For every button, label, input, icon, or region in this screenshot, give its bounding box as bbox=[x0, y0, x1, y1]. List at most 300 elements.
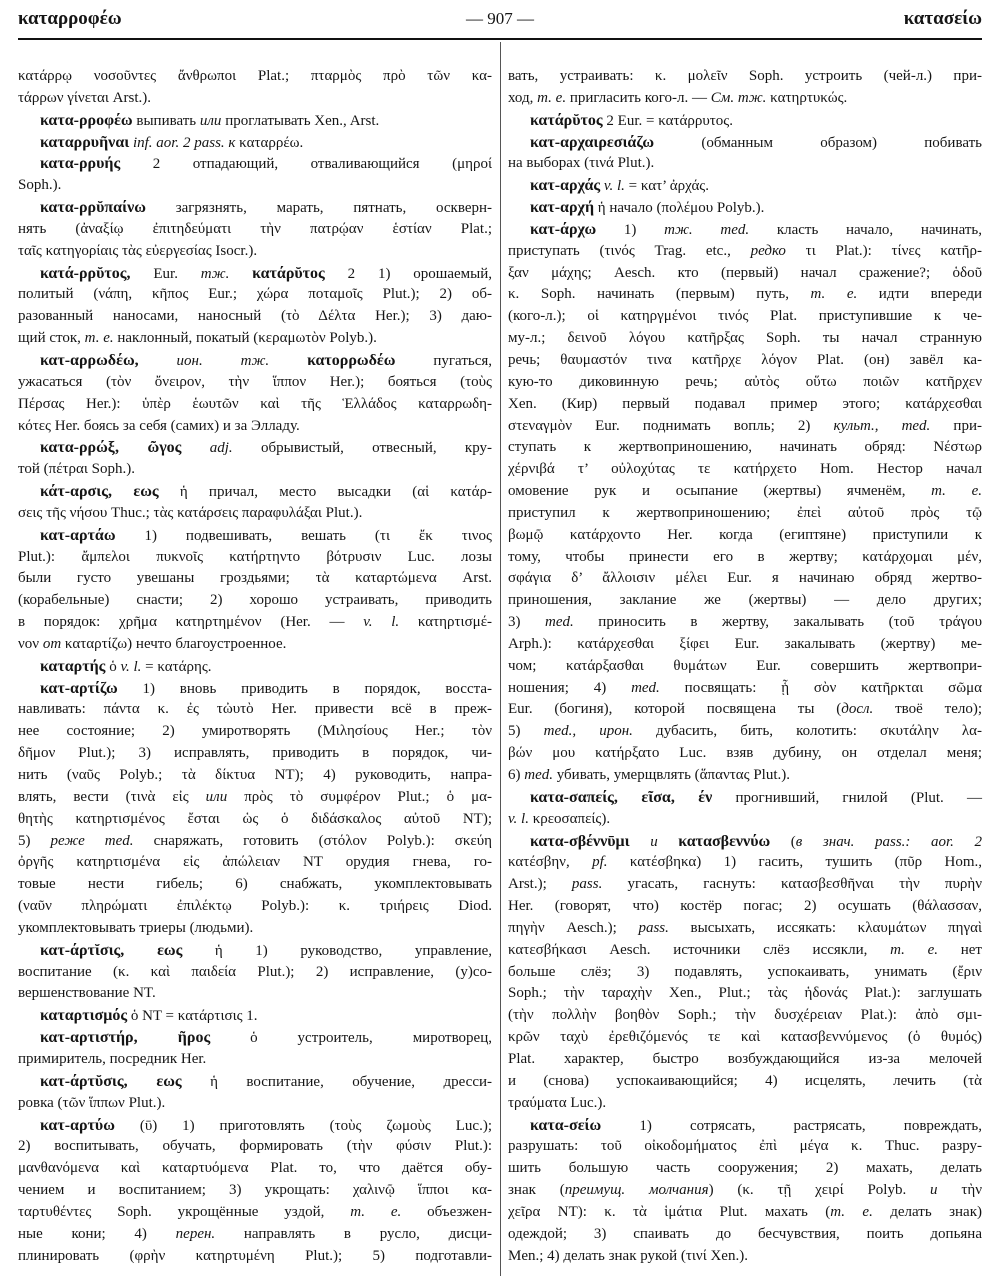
line-text bbox=[40, 110, 379, 133]
dictionary-entry bbox=[18, 656, 492, 678]
text-line bbox=[18, 612, 492, 634]
headword: κάτ-αρσις, εως bbox=[40, 483, 159, 501]
text-run: той (πέτραι Soph.). bbox=[18, 461, 135, 478]
text-run: угасать, гаснуть: κατασβεσθῆναι τὴν πυρὴν bbox=[602, 876, 982, 893]
text-run: ὀργῆς κατηρτισμένα εἰς ἀπώλειαν NT орудия гнева, го- bbox=[18, 854, 492, 871]
text-line bbox=[508, 634, 982, 656]
text-line bbox=[508, 896, 982, 918]
grammar-label: inf. aor. 2 pass. к bbox=[132, 134, 236, 151]
line-text bbox=[508, 284, 982, 306]
line-text bbox=[508, 962, 982, 984]
text-run: вершенствование NT. bbox=[18, 985, 156, 1002]
text-line bbox=[18, 263, 492, 285]
text-run: пригласить кого-л. — bbox=[566, 89, 711, 106]
page-header bbox=[18, 8, 982, 36]
text-line bbox=[18, 568, 492, 590]
text-run: приношения, заклание же (жертвы) — дело других; bbox=[508, 592, 982, 609]
grammar-label: т. е. bbox=[890, 941, 939, 958]
text-run: класть начало, начинать, bbox=[749, 221, 982, 238]
text-line bbox=[18, 306, 492, 328]
grammar-label: v. l. bbox=[508, 810, 529, 827]
headword: κατα-ρρώξ, ῶγος bbox=[40, 439, 182, 457]
text-line bbox=[18, 831, 492, 853]
line-text bbox=[18, 328, 377, 350]
grammar-label: adj. bbox=[209, 440, 233, 457]
text-line bbox=[508, 1027, 982, 1049]
headword: κατα-σείω bbox=[530, 1116, 602, 1134]
text-run: ужасаться (τὸν ὄνειρον, τὴν ἵππον Her.); бояться (τοὺς bbox=[18, 373, 492, 390]
column-divider bbox=[500, 42, 501, 1276]
line-text bbox=[530, 787, 982, 810]
text-run: политый (νάπη, κῆπος Eur.; χώρα ποταμοῖς Plut.); 2) об- bbox=[18, 286, 492, 303]
text-line bbox=[18, 656, 492, 678]
text-run: κατηρτυκώς. bbox=[766, 89, 848, 106]
text-run: πρὸς τὸ συμφέρον Plut.; ὁ μα- bbox=[227, 788, 492, 805]
line-text bbox=[18, 962, 492, 984]
text-run: ἡ воспитание, обучение, дресси- bbox=[181, 1073, 492, 1090]
text-run bbox=[658, 834, 679, 850]
grammar-label: тж. bbox=[200, 265, 230, 282]
text-run: примиритель, посредник Her. bbox=[18, 1050, 207, 1067]
text-run: καταρρέω. bbox=[235, 134, 304, 151]
headword: κατ-αρτάω bbox=[40, 526, 116, 544]
text-run: снаряжать, готовить (στόλον Polyb.): σκεύη bbox=[133, 832, 492, 849]
text-run: в порядок: χρῆμα κατηρτημένον (Her. — bbox=[18, 614, 364, 631]
text-line bbox=[18, 1202, 492, 1224]
text-line bbox=[508, 110, 982, 132]
text-line bbox=[508, 350, 982, 372]
text-run: ταῖς κατηγορίαις τὰς εὐεργεσίας Isocr.). bbox=[18, 242, 258, 259]
line-text bbox=[508, 1049, 982, 1071]
line-text bbox=[40, 197, 492, 220]
text-run: τι Plat.): τίνες κατῆρ- bbox=[785, 242, 982, 259]
text-line bbox=[18, 547, 492, 569]
line-text bbox=[18, 66, 492, 88]
line-text bbox=[40, 1115, 492, 1138]
line-text bbox=[508, 350, 982, 372]
text-run: κρεοσαπείς). bbox=[528, 810, 611, 827]
text-line bbox=[18, 437, 492, 459]
text-run: знак ( bbox=[508, 1182, 565, 1199]
line-text bbox=[18, 1246, 492, 1268]
text-run: воспитание (κ. καὶ παιδεία Plut.); 2) исправление, (у)со- bbox=[18, 963, 492, 980]
text-run: ξαν μάχης; Aesch. кто (первый) начал сражение?; ὁδοῦ bbox=[508, 264, 982, 281]
text-run: 1) вновь приводить в порядок, восста- bbox=[117, 680, 492, 697]
text-run: σεις τῆς νήσου Thuc.; τὰς κατάρσεις παραφυλάξαι Plut.). bbox=[18, 504, 363, 521]
headword: κατ-αρρωδέω, bbox=[40, 351, 139, 369]
text-line bbox=[508, 437, 982, 459]
grammar-label: реже med. bbox=[50, 832, 134, 849]
grammar-label: v. l. bbox=[603, 178, 625, 195]
line-text bbox=[18, 1224, 492, 1246]
text-run: Soph.; τὴν ταραχὴν Xen., Plut.; τὰς ἡδονάς Plat.): заглушать bbox=[508, 985, 982, 1002]
text-line bbox=[508, 503, 982, 525]
line-text bbox=[508, 634, 982, 656]
text-run: Men.; 4) делать знак рукой (τινί Xen.). bbox=[508, 1247, 748, 1264]
text-line bbox=[508, 219, 982, 241]
text-run: влять, вести (τινὰ εἰς bbox=[18, 788, 206, 805]
text-line bbox=[18, 1246, 492, 1268]
line-text bbox=[18, 765, 492, 787]
line-text bbox=[40, 1005, 258, 1028]
text-run: Plut.): ἄμπελοι πυκνοῖς κατήρτηντο βότρυσιν Luc. лозы bbox=[18, 548, 492, 565]
text-line bbox=[508, 787, 982, 809]
dictionary-entry bbox=[18, 437, 492, 481]
text-run: στεναγμὸν Eur. поднимать вопль; 2) bbox=[508, 417, 834, 434]
text-run: μανθανόμενα καὶ καταρτυόμενα Plat. то, что даётся обу- bbox=[18, 1160, 492, 1177]
text-run: 5) bbox=[18, 832, 51, 849]
line-text bbox=[18, 634, 286, 656]
text-line bbox=[18, 284, 492, 306]
dictionary-entry bbox=[508, 197, 982, 219]
text-line bbox=[18, 1005, 492, 1027]
line-text bbox=[508, 1224, 982, 1246]
dictionary-entry bbox=[18, 110, 492, 132]
line-text bbox=[18, 306, 492, 328]
line-text bbox=[508, 66, 982, 88]
line-text bbox=[40, 350, 492, 373]
grammar-label: и bbox=[930, 1182, 938, 1199]
text-line bbox=[18, 590, 492, 612]
line-text bbox=[18, 88, 151, 110]
text-line bbox=[18, 241, 492, 263]
headword: κατ-αρτιστήρ, ῆρος bbox=[40, 1029, 211, 1047]
text-run: ἡ причал, место высадки (αἱ κατάρ- bbox=[158, 484, 492, 501]
headword: κατάρῠτος bbox=[530, 111, 603, 129]
text-line bbox=[508, 1115, 982, 1137]
line-text bbox=[508, 918, 982, 940]
grammar-label: тж. med. bbox=[664, 221, 750, 238]
text-line bbox=[508, 678, 982, 700]
text-run: 2 отпадающий, отваливающийся (μηροί bbox=[120, 156, 492, 173]
text-run: Soph.). bbox=[18, 177, 62, 194]
text-line bbox=[18, 896, 492, 918]
dictionary-entry bbox=[18, 1071, 492, 1115]
text-run: ход, bbox=[508, 89, 538, 106]
text-run: κατεσβήκασι Aesch. источники слёз иссякли, bbox=[508, 941, 891, 958]
column bbox=[508, 66, 982, 1267]
dictionary-entry bbox=[18, 350, 492, 437]
text-run: βωμῷ κατάρχοντο Her. когда (египтяне) приступили к bbox=[508, 526, 982, 543]
line-text bbox=[18, 219, 492, 241]
text-line bbox=[18, 153, 492, 175]
text-run: ) (κ. τῇ χειρί Polyb. bbox=[708, 1182, 931, 1199]
text-run: больше слёз; 3) подавлять, успокаивать, унимать (ἔριν bbox=[508, 963, 982, 980]
dictionary-entry bbox=[18, 1027, 492, 1071]
text-run: Πέρσας Her.): ὑπὲρ ἑωυτῶν καὶ τῆς Ἑλλάδος καταρρωδη- bbox=[18, 395, 492, 412]
text-line bbox=[18, 132, 492, 154]
text-run: укомплектовывать триеры (людьми). bbox=[18, 919, 254, 936]
text-run: κατέσβηκα) 1) гасить, тушить (πῦρ Hom., bbox=[607, 854, 982, 871]
text-line bbox=[18, 219, 492, 241]
headword: κατ-άρτῐσις, εως bbox=[40, 941, 183, 959]
text-line bbox=[18, 743, 492, 765]
grammar-label: т. е. bbox=[84, 330, 114, 347]
text-run: ταρτυθέντες Soph. укрощённые уздой, bbox=[18, 1203, 351, 1220]
text-run: (корабельные) снасти; 2) хорошо устраивать, приводить bbox=[18, 592, 492, 609]
text-run: товые нести гибель; 6) снабжать, укомплектовывать bbox=[18, 876, 492, 893]
line-text bbox=[508, 1136, 982, 1158]
text-line bbox=[508, 809, 982, 831]
line-text bbox=[508, 547, 982, 569]
headword: καταρτής bbox=[40, 657, 106, 675]
text-run: (ναῦν πληρώματι ἐπιλέκτῳ Polyb.): κ. τριήρεις Diod. bbox=[18, 898, 492, 915]
line-text bbox=[40, 132, 303, 155]
headword: κατ-αρχή bbox=[530, 199, 595, 217]
dictionary-entry bbox=[508, 1115, 982, 1268]
line-text bbox=[18, 1202, 492, 1224]
text-run bbox=[229, 266, 252, 282]
grammar-label: ион. тж. bbox=[176, 352, 270, 369]
text-run: нет bbox=[938, 941, 982, 958]
line-text bbox=[40, 263, 492, 286]
grammar-label: v. l. bbox=[120, 658, 142, 675]
grammar-label: преимущ. молчания bbox=[564, 1182, 709, 1199]
headword: κατ-αρτύω bbox=[40, 1116, 115, 1134]
line-text bbox=[530, 831, 982, 854]
text-run: χεῖρα NT): κ. τὰ ἱμάτια Plut. махать ( bbox=[508, 1203, 831, 1220]
text-run: ἡ начало (πολέμου Polyb.). bbox=[594, 200, 765, 217]
line-text bbox=[18, 1180, 492, 1202]
text-run: тому, чтобы принести его в жертву; κατάρχομαι μέν, bbox=[508, 548, 982, 565]
line-text bbox=[18, 1136, 492, 1158]
text-run: объезжен- bbox=[401, 1203, 492, 1220]
line-text bbox=[18, 896, 492, 918]
line-text bbox=[508, 1202, 982, 1224]
line-text bbox=[508, 263, 982, 285]
dictionary-entry bbox=[508, 219, 982, 787]
text-run: высыхать, иссякать: κλαυμάτων πηγαὶ bbox=[668, 919, 982, 936]
text-line bbox=[18, 962, 492, 984]
text-run: νον bbox=[18, 635, 43, 652]
line-text bbox=[18, 416, 300, 438]
text-line bbox=[508, 699, 982, 721]
text-run: плинировать (φρὴν κατηρτυμένη Plut.); 5) подготавли- bbox=[18, 1247, 492, 1264]
text-run: ношения; 4) bbox=[508, 679, 632, 696]
line-text bbox=[508, 1246, 748, 1268]
headword: κατα-ρρυής bbox=[40, 155, 121, 173]
text-line bbox=[508, 918, 982, 940]
text-line bbox=[18, 1027, 492, 1049]
text-line bbox=[508, 416, 982, 438]
dictionary-entry bbox=[18, 153, 492, 197]
line-text bbox=[530, 175, 709, 198]
line-text bbox=[18, 983, 156, 1005]
text-run: разованный наносами, наносный (τὸ Δέλτα Her.); 3) даю- bbox=[18, 308, 492, 325]
text-line bbox=[508, 1071, 982, 1093]
line-text bbox=[508, 459, 982, 481]
text-line bbox=[508, 743, 982, 765]
headword: κατα-ρρῠπαίνω bbox=[40, 199, 146, 217]
text-run: были густо увешаны гроздьями; τὰ καταρτώμενα Arst. bbox=[18, 570, 492, 587]
line-text bbox=[530, 132, 982, 155]
line-text bbox=[508, 743, 982, 765]
text-line bbox=[508, 175, 982, 197]
text-line bbox=[18, 765, 492, 787]
dictionary-entry bbox=[18, 263, 492, 350]
dictionary-entry bbox=[508, 787, 982, 831]
line-text bbox=[508, 656, 982, 678]
line-text bbox=[18, 699, 492, 721]
text-run: омовение рук и осыпание (жертвы) ячменём, bbox=[508, 483, 932, 500]
line-text bbox=[18, 852, 492, 874]
text-run: θητὴς κατηρτισμένος ἔσται ὡς ὁ διδάσκαλος αὐτοῦ NT); bbox=[18, 810, 492, 827]
line-text bbox=[40, 1027, 492, 1050]
text-line bbox=[18, 110, 492, 132]
text-run: ὁ NT = κατάρτισις 1. bbox=[127, 1008, 258, 1025]
text-line bbox=[18, 1180, 492, 1202]
line-text bbox=[508, 481, 982, 503]
text-line bbox=[18, 678, 492, 700]
text-line bbox=[508, 284, 982, 306]
text-line bbox=[508, 1180, 982, 1202]
text-run: τάρρων γίνεται Arst.). bbox=[18, 89, 152, 106]
text-line bbox=[508, 612, 982, 634]
line-text bbox=[508, 590, 982, 612]
text-line bbox=[18, 1071, 492, 1093]
text-run: наклонный, покатый (κεραμωτὸν Polyb.). bbox=[113, 330, 377, 347]
text-line bbox=[18, 699, 492, 721]
text-run: 2 1) орошаемый, bbox=[324, 265, 492, 282]
text-line bbox=[508, 765, 982, 787]
text-line bbox=[18, 197, 492, 219]
text-line bbox=[508, 1158, 982, 1180]
line-text bbox=[508, 809, 610, 831]
text-run: шить большую часть сооружения; 2) махать, делать bbox=[508, 1160, 982, 1177]
text-run: приступил к жертвоприношению; ἐπεὶ αὐτοῦ πρὸς τῷ bbox=[508, 504, 982, 521]
text-run: 5) bbox=[508, 723, 544, 740]
line-text bbox=[18, 372, 492, 394]
line-text bbox=[508, 88, 847, 110]
line-text bbox=[508, 1071, 982, 1093]
text-line bbox=[508, 1246, 982, 1268]
line-text bbox=[530, 110, 733, 133]
text-run: чением и воспитанием; 3) укрощать: χαλινῷ ἵπποι κα- bbox=[18, 1182, 492, 1199]
text-line bbox=[508, 590, 982, 612]
line-text bbox=[18, 1049, 206, 1071]
line-text bbox=[508, 416, 982, 438]
line-text bbox=[508, 940, 982, 962]
text-line bbox=[18, 459, 492, 481]
text-run: = κατ’ ἀρχάς. bbox=[624, 178, 710, 195]
text-run: 1) bbox=[596, 221, 665, 238]
line-text bbox=[18, 809, 492, 831]
text-run: 2 Eur. = κατάρρυτος. bbox=[602, 112, 733, 129]
line-text bbox=[18, 590, 492, 612]
text-run: чом; κατάρξασθαι θυμάτων Eur. совершить жертвопри- bbox=[508, 657, 982, 674]
grammar-label: и bbox=[650, 833, 658, 850]
text-line bbox=[508, 241, 982, 263]
text-line bbox=[508, 197, 982, 219]
grammar-label: т. е. bbox=[537, 89, 567, 106]
grammar-label: перен. bbox=[175, 1225, 216, 1242]
line-text bbox=[40, 437, 492, 460]
text-run: и (снова) успокаивающийся; 4) исцелять, лечить (τὰ bbox=[508, 1072, 982, 1089]
text-line bbox=[18, 809, 492, 831]
text-run: делать знак) bbox=[872, 1203, 982, 1220]
line-text bbox=[18, 568, 492, 590]
text-run: (ῡ) 1) приготовлять (τοὺς ζωμοὺς Luc.); bbox=[114, 1117, 492, 1134]
dictionary-entry bbox=[508, 66, 982, 110]
text-line bbox=[508, 721, 982, 743]
text-run bbox=[181, 440, 209, 456]
text-run: χέρνιβά τ’ οὐλοχύτας τε κατήρχετο Hom. Нестор начал bbox=[508, 461, 982, 478]
text-run: кую-то диковинную речь; αὐτὸς οὕτω ποιῶν κατῆρχεν bbox=[508, 373, 982, 390]
text-run: ные кони; 4) bbox=[18, 1225, 176, 1242]
grammar-label: или bbox=[205, 788, 228, 805]
line-text bbox=[18, 175, 61, 197]
text-run: κότες Her. боясь за себя (самих) и за Элладу. bbox=[18, 417, 300, 434]
line-text bbox=[18, 918, 253, 940]
text-run: ἡ 1) руководство, управление, bbox=[182, 942, 493, 959]
text-run: при- bbox=[930, 417, 982, 434]
text-run: приносить в жертву, закалывать (τοῦ τράγου bbox=[573, 614, 982, 631]
text-line bbox=[508, 940, 982, 962]
line-text bbox=[508, 1093, 606, 1115]
headword: καταρτισμός bbox=[40, 1007, 128, 1025]
grammar-label: т. е. bbox=[931, 483, 982, 500]
text-line bbox=[18, 1115, 492, 1137]
text-line bbox=[18, 328, 492, 350]
text-line bbox=[508, 1136, 982, 1158]
text-line bbox=[18, 503, 492, 525]
running-head-last-word: κατασείω bbox=[903, 8, 982, 29]
grammar-label: т. е. bbox=[830, 1203, 873, 1220]
grammar-label: med. bbox=[524, 767, 553, 783]
headword: κατ-αρτίζω bbox=[40, 679, 118, 697]
headword: κατα-ρροφέω bbox=[40, 111, 133, 129]
text-run: = κατάρης. bbox=[141, 658, 212, 675]
text-run: 2) воспитывать, обучать, формировать (τὴν φύσιν Plut.): bbox=[18, 1138, 492, 1155]
line-text bbox=[40, 481, 492, 504]
text-run: Plat. характер, быстро возбуждающийся из-за мелочей bbox=[508, 1050, 982, 1067]
text-run: 1) подвешивать, вешать (τι ἔκ τινος bbox=[115, 527, 492, 544]
text-run: речь; θαυμαστόν τινα κατῆρχε λόγον Plat. (он) завёл ка- bbox=[508, 351, 982, 368]
line-text bbox=[18, 1093, 165, 1115]
text-line bbox=[508, 88, 982, 110]
grammar-label: med. bbox=[545, 614, 574, 631]
text-line bbox=[18, 787, 492, 809]
grammar-label: редко bbox=[750, 242, 786, 259]
line-text bbox=[40, 525, 492, 548]
text-run: κατηρτισμέ- bbox=[399, 614, 492, 631]
text-run: Xen. (Кир) первый подавал пример этого; κατάρχεσθαι bbox=[508, 395, 982, 412]
headword: κατα-σαπείς, εῖσα, έν bbox=[530, 788, 713, 806]
headword: κατασβεννύω bbox=[678, 832, 771, 850]
dictionary-entry bbox=[18, 132, 492, 154]
text-run: нить (ναῦς Polyb.; τὰ δίκτυα NT); 4) руководить, напра- bbox=[18, 767, 492, 783]
dictionary-entry bbox=[18, 678, 492, 940]
text-line bbox=[18, 1158, 492, 1180]
line-text bbox=[40, 940, 492, 963]
line-text bbox=[508, 1158, 982, 1180]
line-text bbox=[508, 1180, 982, 1202]
column bbox=[18, 66, 492, 1267]
line-text bbox=[508, 394, 982, 416]
text-run bbox=[139, 353, 177, 369]
text-line bbox=[508, 874, 982, 896]
text-run: разрушать: τοῦ οἰκοδομήματος ἐπὶ μέγα κ. Thuc. разру- bbox=[508, 1138, 982, 1155]
line-text bbox=[508, 503, 982, 525]
text-run: καταρτίζω) нечто благоустроенное. bbox=[61, 635, 287, 652]
grammar-label: в знач. pass.: aor. 2 bbox=[795, 833, 983, 850]
text-line bbox=[508, 1093, 982, 1115]
text-line bbox=[18, 983, 492, 1005]
line-text bbox=[18, 459, 135, 481]
line-text bbox=[508, 306, 982, 328]
text-line bbox=[508, 1049, 982, 1071]
text-run: (обманным образом) побивать bbox=[654, 134, 982, 151]
